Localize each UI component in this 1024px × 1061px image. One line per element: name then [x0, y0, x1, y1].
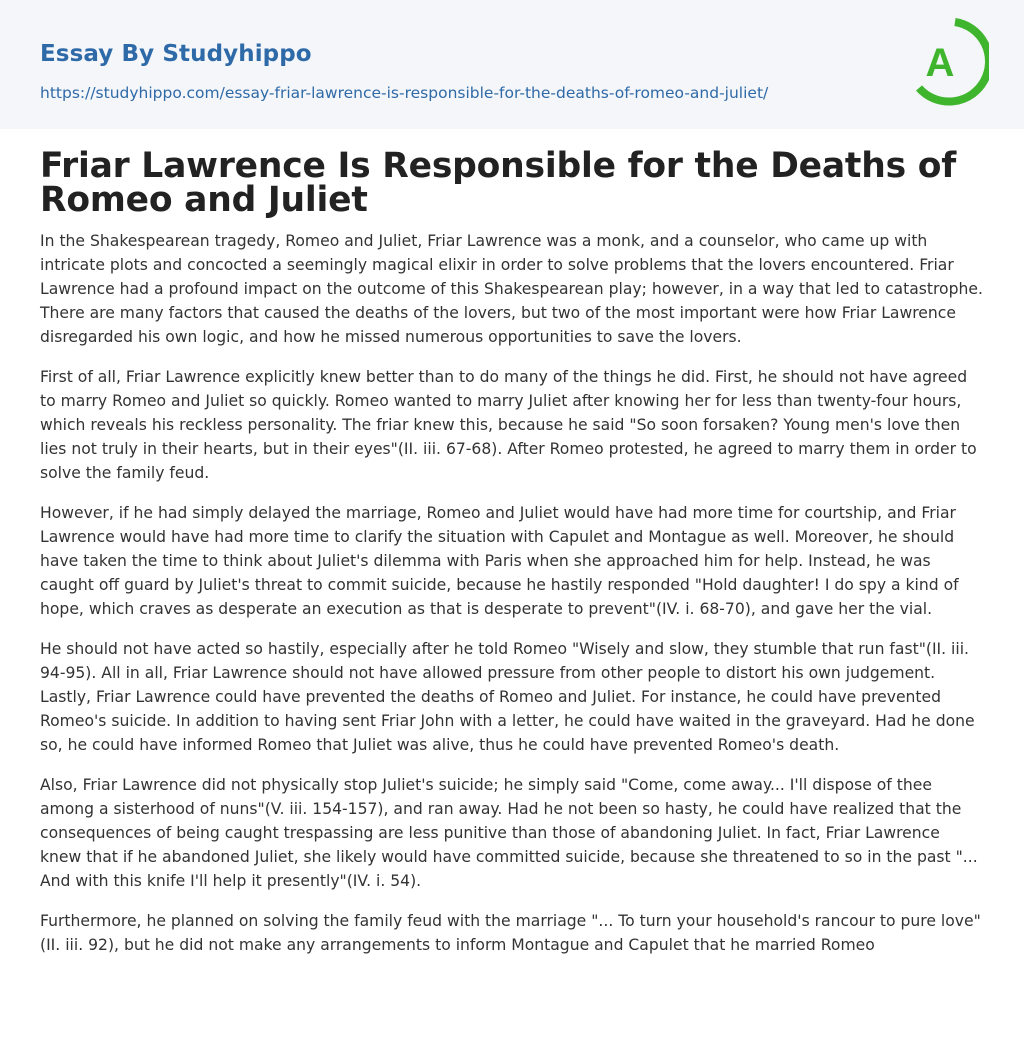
logo-letter: A — [925, 41, 955, 85]
essay-paragraph-6: Furthermore, he planned on solving the family feud with the marriage "... To turn your household's rancour to pure love"(II. iii. 92), but he did not make any arrangements to inform Montague and Capulet that he married Romeo — [40, 912, 981, 954]
page-header — [0, 0, 1024, 129]
essay-title: Friar Lawrence Is Responsible for the Deaths of Romeo and Juliet — [40, 146, 957, 220]
essay-paragraph-2: First of all, Friar Lawrence explicitly knew better than to do many of the things he did. First, he should not have agreed to marry Romeo and Juliet so quickly. Romeo wanted to marry Juliet after knowing her for less than twenty-four hours, which reveals his reckless personality. The friar knew this, because he said "So soon forsaken? Young men's love then lies not truly in their hearts, but in their eyes"(II. iii. 67-68). After Romeo protested, he agreed to marry them in order to solve the family feud. — [40, 368, 977, 482]
essay-paragraph-3: However, if he had simply delayed the marriage, Romeo and Juliet would have had more time for courtship, and Friar Lawrence would have had more time to clarify the situation with Capulet and Montague as well. Moreover, he should have taken the time to think about Juliet's dilemma with Paris when she approached him for help. Instead, he was caught off guard by Juliet's threat to commit suicide, because he hastily responded "Hold daughter! I do spy a kind of hope, which craves as desperate an execution as that is desperate to prevent"(IV. i. 68-70), and gave her the vial. — [40, 504, 959, 618]
essay-url-link[interactable]: https://studyhippo.com/essay-friar-lawrence-is-responsible-for-the-deaths-of-romeo-and-juliet/ — [40, 84, 769, 102]
studyhippo-logo[interactable] — [909, 18, 989, 106]
essay-paragraph-1: In the Shakespearean tragedy, Romeo and Juliet, Friar Lawrence was a monk, and a counselor, who came up with intricate plots and concocted a seemingly magical elixir in order to solve problems that the lovers encountered. Friar Lawrence had a profound impact on the outcome of this Shakespearean play; however, in a way that led to catastrophe. There are many factors that caused the deaths of the lovers, but two of the most important were how Friar Lawrence disregarded his own logic, and how he missed numerous opportunities to save the lovers. — [40, 232, 983, 346]
essay-body — [40, 229, 984, 973]
logo-ring-icon — [909, 18, 989, 106]
site-brand[interactable]: Essay By Studyhippo — [40, 41, 312, 67]
essay-paragraph-4: He should not have acted so hastily, especially after he told Romeo "Wisely and slow, they stumble that run fast"(II. iii. 94-95). All in all, Friar Lawrence should not have allowed pressure from other people to distort his own judgement. Lastly, Friar Lawrence could have prevented the deaths of Romeo and Juliet. For instance, he could have prevented Romeo's suicide. In addition to having sent Friar John with a letter, he could have waited in the graveyard. Had he done so, he could have informed Romeo that Juliet was alive, thus he could have prevented Romeo's death. — [40, 640, 975, 754]
essay-paragraph-5: Also, Friar Lawrence did not physically stop Juliet's suicide; he simply said "Come, come away... I'll dispose of thee among a sisterhood of nuns"(V. iii. 154-157), and ran away. Had he not been so hasty, he could have realized that the consequences of being caught trespassing are less punitive than those of abandoning Juliet. In fact, Friar Lawrence knew that if he abandoned Juliet, she likely would have committed suicide, because she threatened to so in the past "... And with this knife I'll help it presently"(IV. i. 54). — [40, 776, 978, 890]
